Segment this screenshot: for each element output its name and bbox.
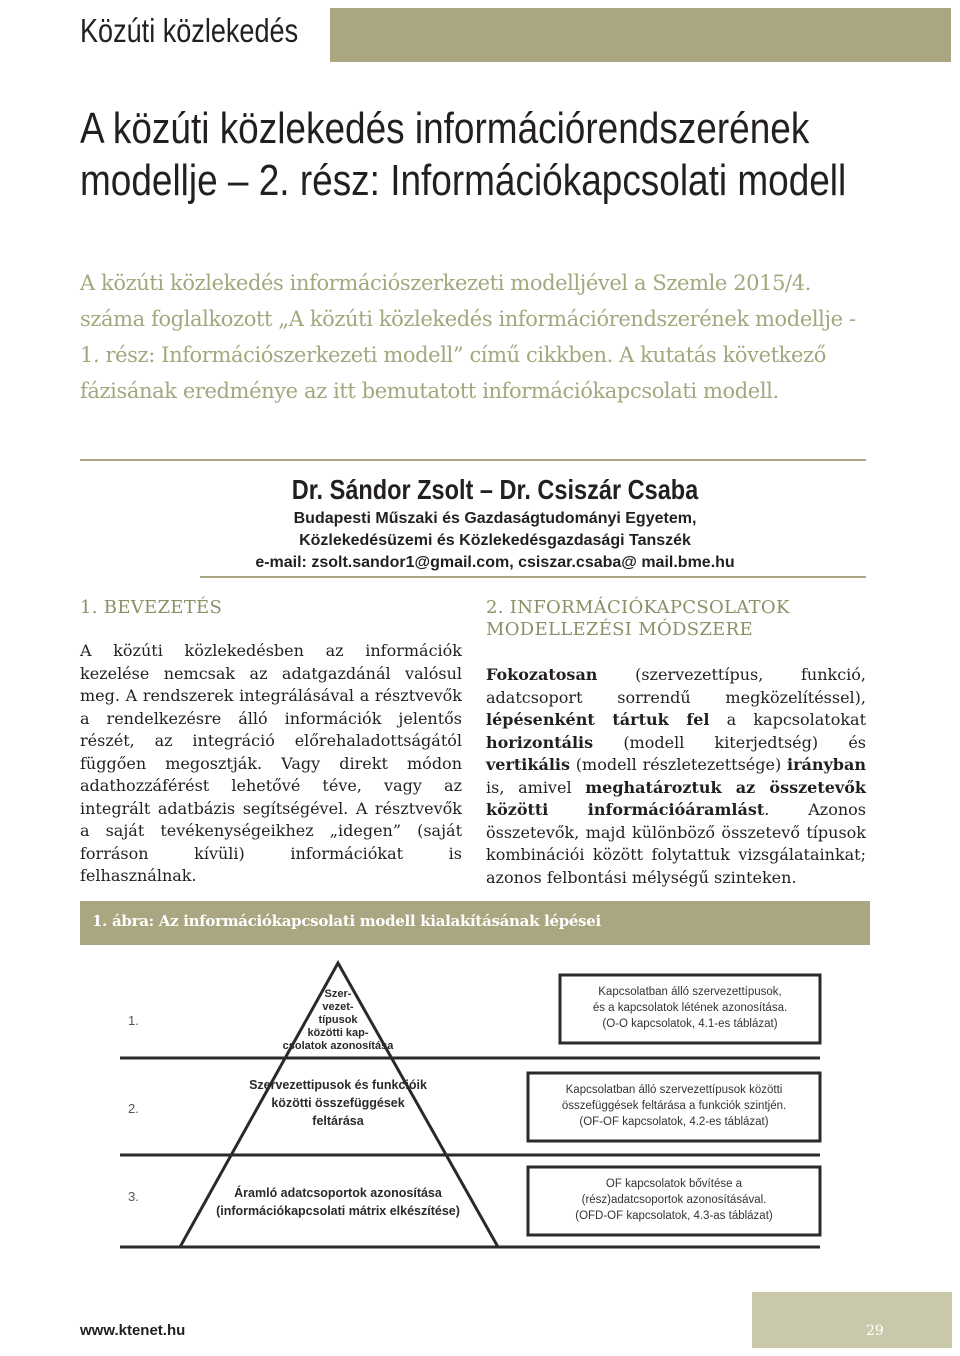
level-description: (OFD-OF kapcsolatok, 4.3-as táblázat): [575, 1210, 773, 1222]
footer-url[interactable]: www.ktenet.hu: [80, 1322, 186, 1339]
pyramid-label: közötti összefüggések: [271, 1096, 405, 1110]
emphasis-text: irányban: [787, 755, 866, 774]
pyramid-label: Szervezettipusok és funkcióik: [249, 1078, 427, 1092]
header-bar: [330, 8, 951, 62]
section-heading: 1. BEVEZETÉS: [80, 597, 223, 618]
emphasis-text: vertikális: [486, 755, 570, 774]
level-description: OF kapcsolatok bővítése a: [605, 1178, 743, 1190]
author-email: e-mail: zsolt.sandor1@gmail.com, csiszar.csaba@ mail.bme.hu: [255, 554, 735, 571]
author-bottom-divider: [200, 576, 866, 578]
model-steps-diagram: [100, 955, 860, 1255]
pyramid-label: feltárása: [312, 1114, 364, 1128]
pyramid-label: Szer-: [324, 988, 352, 1000]
page-number: 29: [866, 1323, 884, 1339]
pyramid-label: csolatok azonosítása: [282, 1040, 394, 1052]
level-description: összefüggések feltárása a funkciók szintjén.: [561, 1100, 787, 1112]
body-text: is, amivel: [486, 777, 586, 797]
pyramid-label: típusok: [318, 1014, 358, 1026]
pyramid-label: Áramló adatcsoportok azonosítása: [234, 1186, 442, 1200]
pyramid-label: (információkapcsolati mátrix elkészítése): [216, 1204, 460, 1218]
section-heading: 2. INFORMÁCIÓKAPCSOLATOK MODELLEZÉSI MÓDSZERE: [486, 597, 790, 640]
level-description: (OF-OF kapcsolatok, 4.2-es táblázat): [579, 1116, 769, 1128]
figure-caption: 1. ábra: Az információkapcsolati modell kialakításának lépései: [92, 912, 601, 930]
author-block: [200, 474, 790, 574]
emphasis-text: lépésenként tártuk fel: [486, 710, 710, 729]
body-text: a kapcsolatokat: [709, 710, 866, 729]
footer-box: [752, 1292, 952, 1348]
body-text: (szervezettípus, funkció, adatcsoport sorrendű megközelítéssel),: [486, 665, 866, 707]
article-lead: A közúti közlekedés információszerkezeti modelljével a Szemle 2015/4. száma foglalkozott „A közúti közlekedés információrendszerének modellje - 1. rész: Információszerkezeti modell” című cikkben. A kutatás következő fázisának eredménye az itt bemutatott információkapcsolati modell.: [80, 271, 856, 403]
level-description: és a kapcsolatok létének azonosítása.: [592, 1002, 788, 1014]
section-title: Közúti közlekedés: [80, 12, 299, 49]
level-description: (rész)adatcsoportok azonosításával.: [581, 1194, 767, 1206]
affiliation-university: Budapesti Műszaki és Gazdaságtudományi Egyetem,: [293, 510, 697, 527]
author-top-divider: [80, 459, 866, 461]
level-number: 2.: [128, 1101, 139, 1116]
emphasis-text: Fokozatosan: [486, 665, 598, 684]
article-title: A közúti közlekedés információrendszerének modellje – 2. rész: Információkapcsolati modell: [80, 104, 847, 205]
body-text: (modell részletezettsége): [570, 755, 787, 774]
pyramid-label: közötti kap-: [307, 1027, 369, 1039]
section-methodology: [486, 597, 866, 889]
section-body: [486, 664, 866, 889]
emphasis-text: meghatároztuk az összetevők közötti információáramlást: [486, 777, 866, 819]
body-text: (modell kiterjedtség) és: [593, 732, 866, 752]
body-text: . Azonos összetevők, majd különböző összetevő típusok kombinációi között folytattuk vizsgálatainkat; azonos felbontási mélységű szinteken.: [486, 800, 866, 887]
section-body: A közúti közlekedésben az információk kezelése nemcsak az adatgazdánál valósul meg. A rendszerek integrálásával a résztvevők a rendelkezésre álló információk jelentős részét, az integráció előrehaladottságától függően megosztják. Vagy direkt módon adathozzáférést lehetővé téve, vagy az integrált adatbázis segítségével. A résztvevők a saját tevékenységeikhez „idegen” (saját forráson kívüli) információkat is felhasználnak.: [80, 641, 462, 885]
level-description: (O-O kapcsolatok, 4.1-es táblázat): [602, 1018, 778, 1030]
pyramid-label: vezet-: [322, 1001, 354, 1013]
section-introduction: [80, 597, 462, 888]
level-description: Kapcsolatban álló szervezettípusok,: [598, 986, 782, 998]
emphasis-text: horizontális: [486, 732, 594, 752]
affiliation-department: Közlekedésüzemi és Közlekedésgazdasági Tanszék: [299, 532, 691, 549]
level-description: Kapcsolatban álló szervezettípusok közötti: [565, 1084, 783, 1096]
level-number: 1.: [128, 1013, 139, 1028]
level-number: 3.: [128, 1189, 139, 1204]
author-names: Dr. Sándor Zsolt – Dr. Csiszár Csaba: [291, 474, 699, 505]
